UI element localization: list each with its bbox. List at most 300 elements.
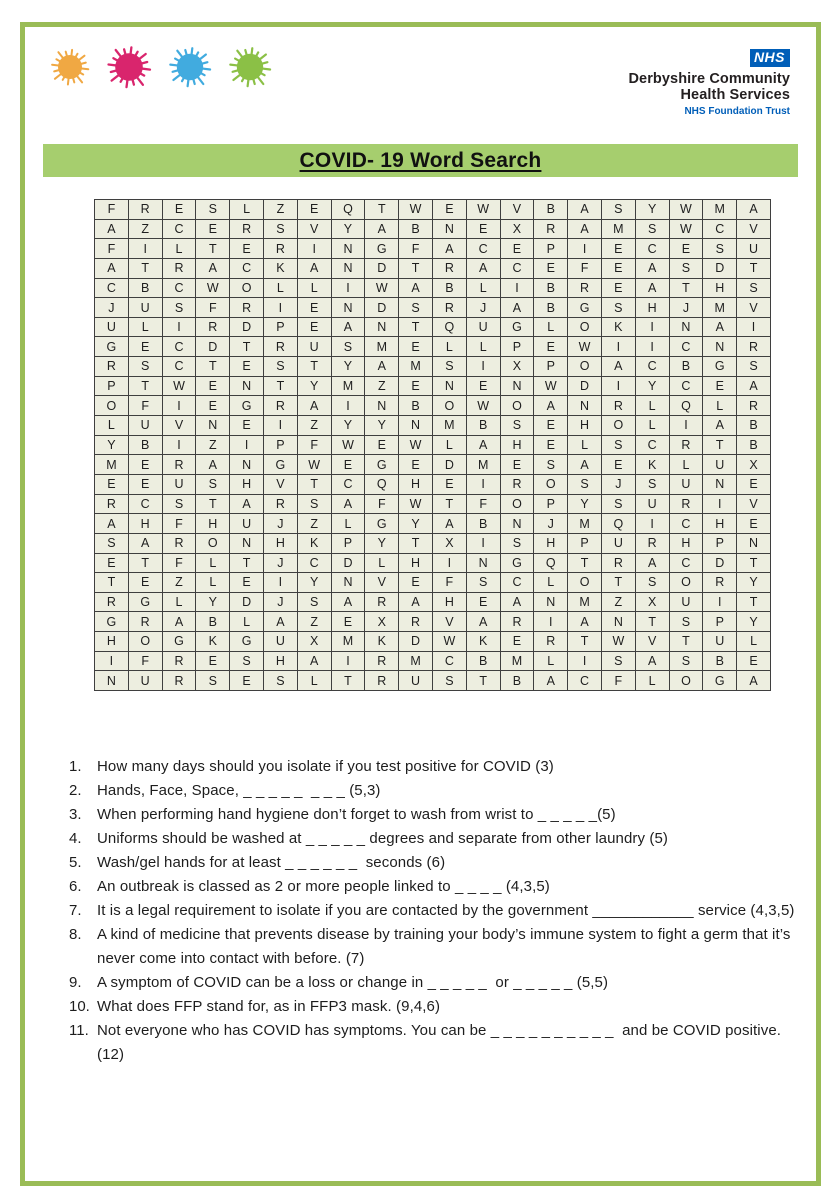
grid-cell: N <box>601 612 635 632</box>
grid-cell: B <box>466 651 500 671</box>
grid-cell: I <box>162 396 196 416</box>
grid-cell: W <box>365 278 399 298</box>
grid-cell: I <box>263 416 297 436</box>
grid-cell: R <box>432 298 466 318</box>
grid-cell: E <box>196 396 230 416</box>
grid-cell: K <box>635 455 669 475</box>
grid-cell: W <box>534 376 568 396</box>
grid-cell: I <box>331 651 365 671</box>
grid-cell: V <box>635 632 669 652</box>
grid-cell: N <box>196 416 230 436</box>
grid-cell: O <box>500 494 534 514</box>
grid-cell: I <box>737 317 771 337</box>
grid-cell: S <box>331 337 365 357</box>
grid-cell: R <box>737 396 771 416</box>
grid-cell: X <box>500 219 534 239</box>
clue-number: 6. <box>69 878 82 895</box>
grid-cell: S <box>737 357 771 377</box>
grid-cell: T <box>196 494 230 514</box>
grid-cell: X <box>297 632 331 652</box>
grid-cell: S <box>601 494 635 514</box>
grid-cell: R <box>128 200 162 220</box>
grid-cell: B <box>534 278 568 298</box>
grid-cell: D <box>703 258 737 278</box>
clue-text: It is a legal requirement to isolate if you are contacted by the government ____________ service (4,3,5) <box>97 902 795 919</box>
grid-cell: G <box>230 632 264 652</box>
grid-cell: F <box>297 435 331 455</box>
grid-cell: R <box>95 357 129 377</box>
grid-cell: N <box>568 396 602 416</box>
grid-cell: D <box>399 632 433 652</box>
grid-cell: Y <box>196 592 230 612</box>
grid-cell: M <box>399 357 433 377</box>
grid-cell: G <box>263 455 297 475</box>
grid-cell: E <box>737 474 771 494</box>
grid-cell: O <box>432 396 466 416</box>
grid-cell: N <box>399 416 433 436</box>
grid-cell: P <box>703 612 737 632</box>
grid-cell: L <box>432 435 466 455</box>
grid-cell: R <box>95 494 129 514</box>
grid-cell: E <box>230 239 264 259</box>
grid-cell: R <box>534 632 568 652</box>
grid-cell: P <box>568 533 602 553</box>
grid-cell: E <box>95 553 129 573</box>
grid-row <box>95 494 771 514</box>
grid-cell: S <box>669 651 703 671</box>
grid-cell: E <box>601 258 635 278</box>
grid-cell: C <box>669 553 703 573</box>
grid-cell: N <box>534 592 568 612</box>
grid-cell: N <box>365 317 399 337</box>
grid-cell: G <box>95 612 129 632</box>
grid-cell: I <box>635 317 669 337</box>
grid-cell: E <box>534 337 568 357</box>
grid-cell: P <box>95 376 129 396</box>
grid-cell: E <box>534 435 568 455</box>
grid-cell: S <box>466 573 500 593</box>
grid-cell: W <box>162 376 196 396</box>
grid-cell: E <box>500 239 534 259</box>
clue-text: Uniforms should be washed at _ _ _ _ _ degrees and separate from other laundry (5) <box>97 830 669 847</box>
grid-cell: B <box>432 278 466 298</box>
grid-cell: A <box>737 200 771 220</box>
grid-cell: I <box>297 239 331 259</box>
grid-cell: F <box>95 200 129 220</box>
grid-cell: T <box>196 357 230 377</box>
grid-cell: M <box>95 455 129 475</box>
grid-cell: Y <box>568 494 602 514</box>
grid-cell: Q <box>534 553 568 573</box>
grid-cell: C <box>162 357 196 377</box>
grid-cell: X <box>432 533 466 553</box>
virus-splat-orange <box>47 44 93 90</box>
grid-cell: R <box>737 337 771 357</box>
grid-row <box>95 435 771 455</box>
grid-cell: L <box>534 317 568 337</box>
grid-cell: P <box>534 357 568 377</box>
clue-text: What does FFP stand for, as in FFP3 mask. (9,4,6) <box>97 998 441 1015</box>
grid-cell: A <box>568 219 602 239</box>
grid-cell: R <box>534 219 568 239</box>
grid-cell: E <box>399 337 433 357</box>
grid-cell: B <box>399 396 433 416</box>
grid-cell: H <box>432 592 466 612</box>
grid-cell: G <box>128 592 162 612</box>
grid-cell: B <box>466 416 500 436</box>
grid-cell: E <box>230 671 264 691</box>
grid-cell: A <box>128 533 162 553</box>
grid-cell: T <box>263 376 297 396</box>
grid-cell: K <box>196 632 230 652</box>
grid-cell: S <box>601 651 635 671</box>
title-banner <box>43 144 798 177</box>
grid-cell: A <box>297 258 331 278</box>
page-frame <box>20 22 821 1186</box>
grid-cell: H <box>703 514 737 534</box>
grid-cell: R <box>162 533 196 553</box>
grid-cell: S <box>635 474 669 494</box>
grid-cell: G <box>568 298 602 318</box>
grid-cell: T <box>399 533 433 553</box>
grid-row <box>95 396 771 416</box>
grid-cell: A <box>399 278 433 298</box>
grid-cell: P <box>534 239 568 259</box>
grid-cell: L <box>95 416 129 436</box>
grid-cell: T <box>568 553 602 573</box>
header <box>25 27 816 139</box>
grid-row <box>95 317 771 337</box>
grid-cell: S <box>95 533 129 553</box>
grid-cell: L <box>534 651 568 671</box>
grid-cell: W <box>399 200 433 220</box>
grid-cell: W <box>601 632 635 652</box>
grid-cell: N <box>500 514 534 534</box>
grid-cell: A <box>331 494 365 514</box>
grid-cell: N <box>703 337 737 357</box>
grid-cell: E <box>331 455 365 475</box>
grid-cell: M <box>365 337 399 357</box>
grid-cell: U <box>466 317 500 337</box>
grid-cell: Q <box>331 200 365 220</box>
grid-cell: V <box>263 474 297 494</box>
grid-row <box>95 455 771 475</box>
grid-row <box>95 376 771 396</box>
grid-row <box>95 200 771 220</box>
grid-cell: N <box>331 573 365 593</box>
grid-cell: P <box>263 317 297 337</box>
grid-cell: D <box>230 317 264 337</box>
grid-cell: B <box>466 514 500 534</box>
grid-cell: U <box>601 533 635 553</box>
grid-cell: A <box>568 200 602 220</box>
grid-cell: F <box>162 553 196 573</box>
grid-cell: H <box>635 298 669 318</box>
grid-cell: E <box>196 219 230 239</box>
clue-number: 9. <box>69 974 82 991</box>
word-search-table <box>94 199 771 691</box>
grid-cell: D <box>568 376 602 396</box>
grid-cell: B <box>534 298 568 318</box>
grid-cell: T <box>297 474 331 494</box>
grid-cell: A <box>297 651 331 671</box>
grid-cell: C <box>500 573 534 593</box>
grid-cell: A <box>95 514 129 534</box>
grid-cell: E <box>162 200 196 220</box>
grid-cell: T <box>703 435 737 455</box>
clue-text: How many days should you isolate if you test positive for COVID (3) <box>97 758 554 775</box>
grid-row <box>95 651 771 671</box>
grid-cell: V <box>432 612 466 632</box>
grid-cell: Z <box>128 219 162 239</box>
grid-cell: A <box>196 258 230 278</box>
grid-cell: S <box>601 200 635 220</box>
grid-cell: T <box>196 239 230 259</box>
grid-cell: A <box>737 376 771 396</box>
grid-cell: B <box>128 278 162 298</box>
grid-cell: O <box>669 671 703 691</box>
grid-cell: E <box>297 200 331 220</box>
grid-cell: L <box>230 200 264 220</box>
grid-cell: A <box>601 357 635 377</box>
grid-cell: R <box>263 396 297 416</box>
clue-item <box>69 875 809 899</box>
grid-cell: A <box>95 258 129 278</box>
grid-row <box>95 533 771 553</box>
grid-cell: S <box>601 298 635 318</box>
grid-cell: S <box>432 671 466 691</box>
grid-row <box>95 632 771 652</box>
grid-cell: I <box>263 298 297 318</box>
grid-cell: F <box>601 671 635 691</box>
grid-cell: S <box>703 239 737 259</box>
grid-cell: W <box>432 632 466 652</box>
grid-row <box>95 474 771 494</box>
grid-cell: I <box>432 553 466 573</box>
grid-cell: I <box>263 573 297 593</box>
grid-cell: A <box>500 298 534 318</box>
grid-cell: W <box>331 435 365 455</box>
grid-cell: D <box>365 298 399 318</box>
grid-cell: I <box>500 278 534 298</box>
grid-cell: U <box>669 474 703 494</box>
grid-cell: O <box>534 474 568 494</box>
grid-cell: I <box>669 416 703 436</box>
grid-cell: T <box>128 553 162 573</box>
grid-cell: E <box>432 200 466 220</box>
grid-cell: C <box>669 337 703 357</box>
grid-cell: T <box>365 200 399 220</box>
grid-cell: A <box>432 514 466 534</box>
grid-cell: J <box>466 298 500 318</box>
grid-cell: J <box>263 592 297 612</box>
grid-cell: H <box>263 533 297 553</box>
grid-cell: A <box>466 435 500 455</box>
clue-item <box>69 971 809 995</box>
grid-cell: H <box>128 514 162 534</box>
grid-cell: S <box>669 612 703 632</box>
grid-cell: U <box>635 494 669 514</box>
grid-cell: H <box>534 533 568 553</box>
grid-cell: E <box>601 239 635 259</box>
grid-cell: W <box>196 278 230 298</box>
grid-cell: A <box>635 258 669 278</box>
grid-cell: B <box>128 435 162 455</box>
grid-cell: F <box>162 514 196 534</box>
grid-cell: U <box>399 671 433 691</box>
clue-item <box>69 803 809 827</box>
grid-cell: R <box>196 317 230 337</box>
grid-cell: A <box>196 455 230 475</box>
clue-number: 2. <box>69 782 82 799</box>
grid-cell: R <box>128 612 162 632</box>
grid-cell: G <box>365 455 399 475</box>
grid-cell: Z <box>297 612 331 632</box>
grid-cell: M <box>601 219 635 239</box>
grid-cell: M <box>399 651 433 671</box>
grid-cell: U <box>263 632 297 652</box>
grid-cell: R <box>500 474 534 494</box>
grid-cell: J <box>669 298 703 318</box>
clue-number: 11. <box>69 1022 89 1039</box>
grid-cell: Q <box>365 474 399 494</box>
clue-item <box>69 923 809 971</box>
clue-item <box>69 755 809 779</box>
grid-cell: E <box>331 612 365 632</box>
grid-cell: L <box>737 632 771 652</box>
grid-cell: S <box>399 298 433 318</box>
grid-cell: A <box>95 219 129 239</box>
grid-cell: Z <box>297 514 331 534</box>
grid-cell: R <box>263 337 297 357</box>
grid-cell: G <box>703 671 737 691</box>
grid-cell: R <box>703 573 737 593</box>
grid-cell: T <box>331 671 365 691</box>
clue-item <box>69 827 809 851</box>
grid-cell: S <box>500 416 534 436</box>
grid-cell: Z <box>196 435 230 455</box>
grid-cell: W <box>466 200 500 220</box>
grid-cell: R <box>95 592 129 612</box>
grid-cell: X <box>737 455 771 475</box>
grid-cell: T <box>399 317 433 337</box>
grid-cell: I <box>162 435 196 455</box>
grid-cell: I <box>331 396 365 416</box>
grid-cell: Y <box>399 514 433 534</box>
grid-cell: D <box>365 258 399 278</box>
grid-cell: N <box>432 376 466 396</box>
grid-cell: J <box>95 298 129 318</box>
grid-cell: E <box>500 632 534 652</box>
grid-cell: S <box>568 474 602 494</box>
grid-cell: Y <box>331 416 365 436</box>
grid-cell: C <box>331 474 365 494</box>
grid-cell: A <box>500 592 534 612</box>
grid-cell: T <box>399 258 433 278</box>
grid-cell: F <box>128 651 162 671</box>
grid-cell: W <box>466 396 500 416</box>
grid-cell: I <box>601 337 635 357</box>
grid-cell: N <box>230 533 264 553</box>
grid-cell: N <box>230 376 264 396</box>
grid-cell: C <box>162 337 196 357</box>
grid-cell: E <box>466 376 500 396</box>
grid-cell: G <box>703 357 737 377</box>
grid-cell: K <box>466 632 500 652</box>
grid-cell: C <box>635 239 669 259</box>
clue-text: Hands, Face, Space, _ _ _ _ _ _ _ _ (5,3) <box>97 782 381 799</box>
grid-cell: R <box>162 671 196 691</box>
grid-row <box>95 258 771 278</box>
grid-cell: P <box>703 533 737 553</box>
grid-cell: B <box>534 200 568 220</box>
grid-cell: H <box>230 474 264 494</box>
grid-cell: Y <box>737 612 771 632</box>
grid-cell: C <box>230 258 264 278</box>
grid-cell: A <box>568 455 602 475</box>
grid-cell: S <box>737 278 771 298</box>
grid-cell: Y <box>365 533 399 553</box>
grid-cell: G <box>500 553 534 573</box>
grid-cell: E <box>128 455 162 475</box>
grid-cell: G <box>500 317 534 337</box>
grid-cell: C <box>568 671 602 691</box>
grid-cell: I <box>534 612 568 632</box>
grid-cell: C <box>669 514 703 534</box>
grid-cell: E <box>500 455 534 475</box>
grid-cell: L <box>297 278 331 298</box>
grid-cell: I <box>568 239 602 259</box>
grid-cell: L <box>635 396 669 416</box>
grid-cell: N <box>432 219 466 239</box>
grid-cell: C <box>500 258 534 278</box>
grid-cell: I <box>703 494 737 514</box>
grid-cell: L <box>635 671 669 691</box>
grid-cell: A <box>703 317 737 337</box>
grid-cell: P <box>500 337 534 357</box>
clue-number: 7. <box>69 902 82 919</box>
grid-cell: E <box>737 514 771 534</box>
grid-cell: C <box>635 357 669 377</box>
grid-cell: E <box>297 317 331 337</box>
grid-cell: A <box>432 239 466 259</box>
grid-cell: T <box>737 258 771 278</box>
grid-cell: H <box>669 533 703 553</box>
grid-cell: O <box>196 533 230 553</box>
clue-number: 10. <box>69 998 90 1015</box>
grid-cell: L <box>365 553 399 573</box>
grid-cell: S <box>263 219 297 239</box>
grid-cell: D <box>196 337 230 357</box>
nhs-logo-block <box>628 49 790 118</box>
grid-cell: I <box>635 514 669 534</box>
clue-item <box>69 1019 809 1067</box>
grid-cell: B <box>669 357 703 377</box>
grid-cell: E <box>534 258 568 278</box>
grid-cell: O <box>128 632 162 652</box>
grid-cell: L <box>162 239 196 259</box>
grid-cell: R <box>500 612 534 632</box>
grid-cell: S <box>162 298 196 318</box>
grid-cell: M <box>466 455 500 475</box>
grid-cell: C <box>162 278 196 298</box>
grid-cell: Y <box>635 200 669 220</box>
grid-cell: R <box>399 612 433 632</box>
grid-cell: O <box>568 573 602 593</box>
clue-number: 5. <box>69 854 82 871</box>
grid-cell: I <box>635 337 669 357</box>
grid-cell: B <box>703 651 737 671</box>
